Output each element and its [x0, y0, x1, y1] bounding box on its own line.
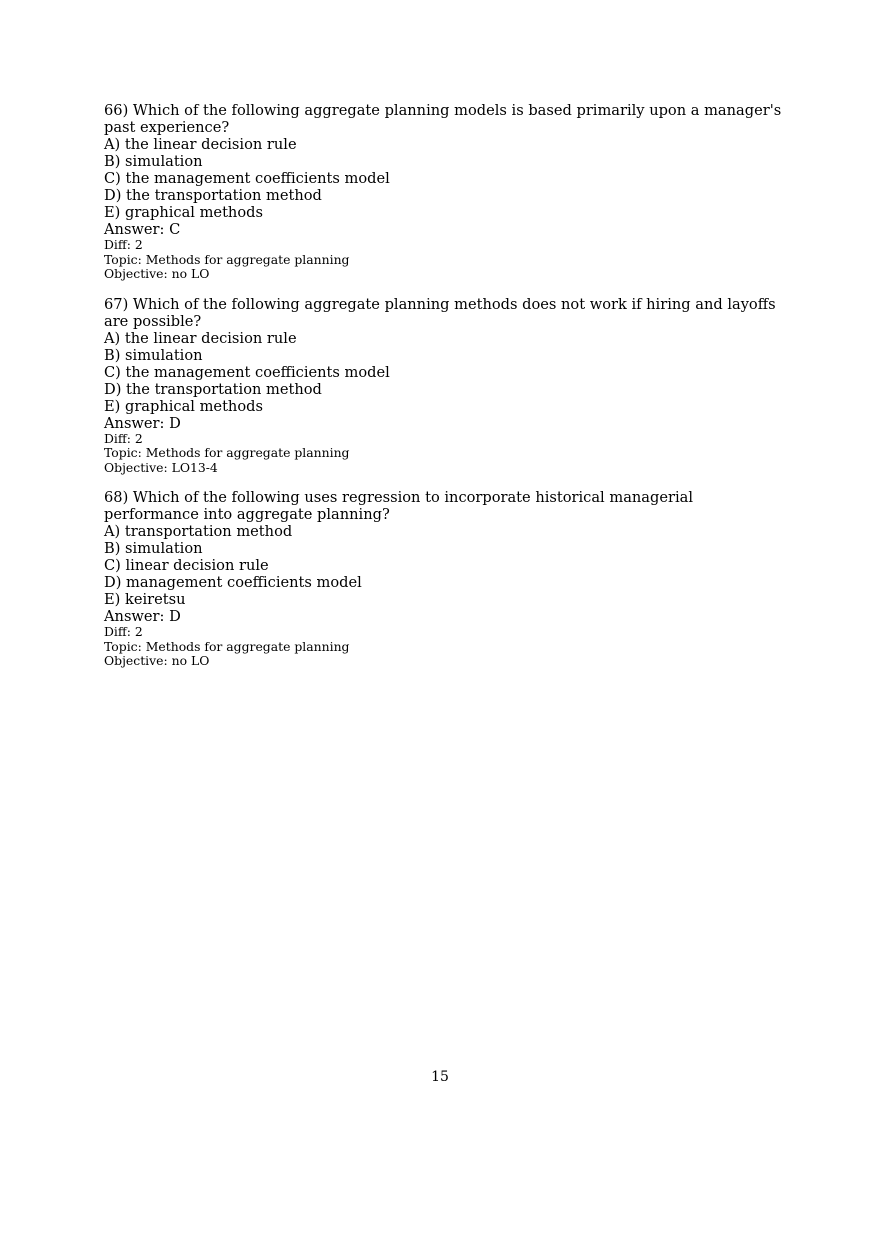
topic: Topic: Methods for aggregate planning — [104, 445, 350, 460]
difficulty: Diff: 2 — [104, 624, 143, 639]
question-67 — [104, 296, 784, 476]
objective: Objective: LO13-4 — [104, 459, 218, 475]
question-text: 66) Which of the following aggregate planning models is based primarily upon a manager's past experience? — [104, 102, 782, 136]
option-a: A) the linear decision rule — [104, 136, 297, 153]
option-b: B) simulation — [104, 346, 203, 364]
objective: Objective: no LO — [104, 266, 210, 281]
option-e: E) graphical methods — [104, 204, 263, 221]
answer: Answer: D — [104, 608, 181, 625]
options-list — [104, 330, 784, 415]
question-68 — [104, 489, 784, 669]
option-d: D) the transportation method — [104, 187, 322, 204]
options-list — [104, 523, 784, 608]
options-list — [104, 136, 784, 221]
option-c: C) linear decision rule — [104, 557, 269, 574]
answer: Answer: D — [104, 414, 181, 432]
option-b: B) simulation — [104, 153, 203, 170]
option-c: C) the management coefficients model — [104, 170, 390, 187]
question-text: 67) Which of the following aggregate planning methods does not work if hiring and layoffs are possible? — [104, 295, 776, 330]
option-e: E) keiretsu — [104, 591, 186, 608]
option-d: D) management coefficients model — [104, 574, 362, 591]
option-c: C) the management coefficients model — [104, 363, 390, 381]
option-d: D) the transportation method — [104, 380, 322, 398]
question-text: 68) Which of the following uses regression to incorporate historical managerial performance into aggregate planning? — [104, 489, 693, 523]
question-66 — [104, 102, 784, 282]
topic: Topic: Methods for aggregate planning — [104, 251, 350, 267]
option-e: E) graphical methods — [104, 397, 263, 415]
answer: Answer: C — [104, 221, 181, 238]
objective: Objective: no LO — [104, 653, 210, 668]
difficulty: Diff: 2 — [104, 237, 143, 252]
page-content — [104, 102, 784, 683]
option-a: A) the linear decision rule — [104, 329, 297, 347]
topic: Topic: Methods for aggregate planning — [104, 638, 350, 654]
option-a: A) transportation method — [104, 523, 293, 540]
option-b: B) simulation — [104, 540, 203, 557]
difficulty: Diff: 2 — [104, 430, 143, 446]
page-number: 15 — [431, 1069, 449, 1085]
